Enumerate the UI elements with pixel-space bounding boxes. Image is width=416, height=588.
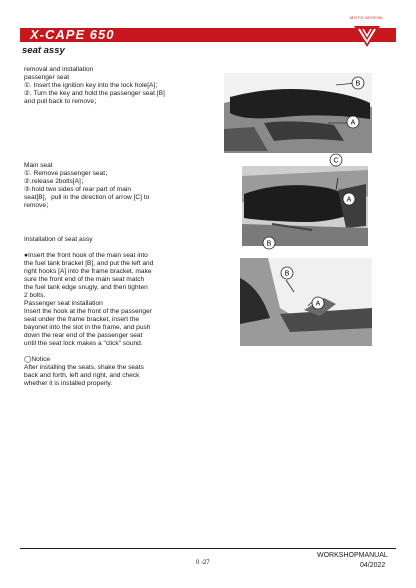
removal-line-1: removal and installation: [24, 66, 94, 73]
main-seat-line-2: ①. Remove passenger seat；: [24, 170, 112, 177]
svg-text:C: C: [333, 157, 339, 165]
installation-line-12: bayonet into the slot in the frame, and push: [24, 324, 151, 331]
installation-line-8: 2 bolts.: [24, 292, 46, 299]
callout-a-fig1: [346, 115, 360, 129]
removal-line-5: and pull back to remove；: [24, 98, 101, 105]
callout-b-fig2: [262, 236, 276, 250]
svg-text:B: B: [284, 270, 290, 278]
svg-text:A: A: [346, 196, 352, 204]
brand-name: MOTO MORINI: [350, 15, 383, 20]
callout-b-fig3: [280, 266, 294, 280]
installation-line-11: seat under the frame bracket, insert the: [24, 316, 140, 323]
main-seat-line-3: ②.release 2bolts[A]；: [24, 178, 88, 185]
footer-date: 04/2022: [360, 562, 386, 569]
main-seat-line-1: Main seat: [24, 162, 53, 169]
svg-text:A: A: [315, 300, 321, 308]
page-number: 0 -27: [196, 560, 210, 566]
installation-line-5: right hooks [A] into the frame bracket, make: [24, 268, 152, 275]
section-title: seat assy: [22, 45, 65, 56]
figure-seat-frame: [240, 258, 372, 346]
notice-heading: ◯Notice: [24, 356, 51, 363]
installation-heading: Installation of seat assy: [24, 236, 93, 243]
svg-text:B: B: [266, 240, 272, 248]
removal-line-3: ①. Insert the ignition key into the lock hole[A]；: [24, 82, 162, 89]
callout-b-fig1: [351, 76, 365, 90]
installation-line-14: until the seat lock makes a "click" sound.: [24, 340, 143, 347]
installation-line-7: the fuel tank edge snugly, and then tighten: [24, 284, 148, 291]
notice-line-4: whether it is installed properly.: [24, 380, 113, 387]
model-logo: X-CAPE 650: [30, 27, 115, 42]
installation-line-4: the fuel tank bracket [B], and put the left and: [24, 260, 154, 267]
main-seat-line-5: seat[B]，pull in the direction of arrow [C] to: [24, 194, 150, 201]
brand-logo-icon: [352, 22, 382, 48]
svg-text:B: B: [355, 80, 361, 88]
callout-a-fig2: [342, 192, 356, 206]
footer-divider: [20, 548, 396, 549]
installation-line-13: down the rear end of the passenger seat: [24, 332, 143, 339]
installation-line-10: Insert the hook at the front of the passenger: [24, 308, 152, 315]
main-seat-line-4: ③.hold two sides of rear part of main: [24, 186, 132, 193]
removal-line-4: ②. Turn the key and hold the passenger seat [B]: [24, 90, 165, 97]
figure-passenger-seat: [224, 73, 372, 153]
installation-line-3: ●Insert the front hook of the main seat into: [24, 252, 148, 259]
svg-text:A: A: [350, 119, 356, 127]
notice-line-2: After installing the seats, shake the seats: [24, 364, 144, 371]
footer-manual-title: WORKSHOPMANUAL: [317, 552, 388, 559]
figure-main-seat: [242, 166, 368, 246]
removal-line-2: passenger seat: [24, 74, 70, 81]
notice-line-3: back and forth, left and right, and check: [24, 372, 140, 379]
main-seat-line-6: remove；: [24, 202, 53, 209]
installation-line-6: sure the front end of the main seat match: [24, 276, 145, 283]
installation-line-9: Passenger seat installation: [24, 300, 103, 307]
callout-a-fig3: [311, 296, 325, 310]
callout-c-fig2: [329, 153, 343, 167]
